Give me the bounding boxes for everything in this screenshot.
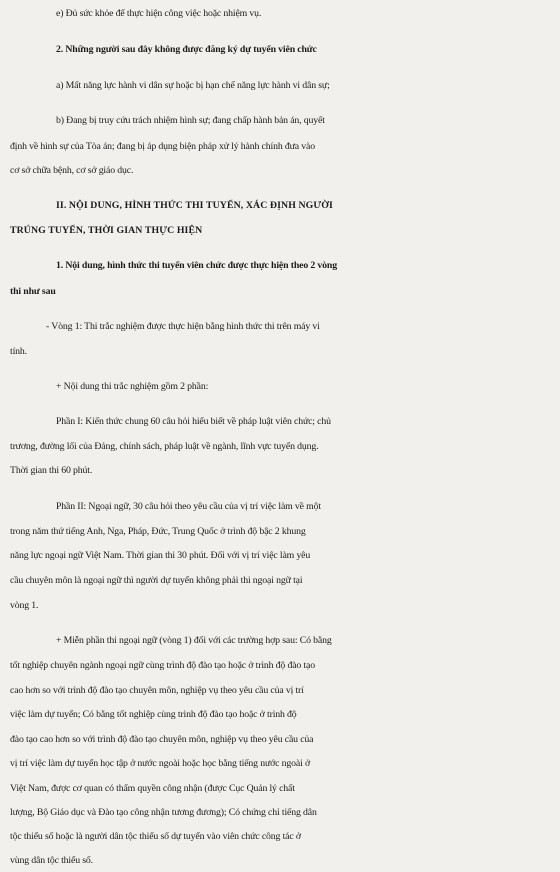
text-line: cơ sở chữa bệnh, cơ sở giáo dục.: [10, 165, 134, 176]
text-line: Phần II: Ngoại ngữ, 30 câu hỏi theo yêu cầu của vị trí việc làm về một: [56, 501, 321, 512]
text-line: vị trí việc làm dự tuyển học tập ở nước ngoài hoặc học bằng tiếng nước ngoài ở: [10, 758, 310, 769]
text-line: Thời gian thi 60 phút.: [10, 465, 93, 476]
text-line: định về hình sự của Tòa án; đang bị áp dụng biện pháp xử lý hành chính đưa vào: [10, 141, 315, 152]
text-line: trong năm thứ tiếng Anh, Nga, Pháp, Đức, Trung Quốc ở trình độ bậc 2 khung: [10, 526, 306, 537]
text-line: + Nội dung thi trắc nghiệm gồm 2 phần:: [56, 381, 209, 392]
text-line: + Miễn phần thi ngoại ngữ (vòng 1) đối với các trường hợp sau: Có bằng: [56, 635, 332, 646]
text-line: việc làm dự tuyển; Có bằng tốt nghiệp cùng trình độ đào tạo hoặc ở trình độ: [10, 709, 297, 720]
text-line: b) Đang bị truy cứu trách nhiệm hình sự; đang chấp hành bản án, quyết: [56, 115, 325, 126]
text-line: năng lực ngoại ngữ Việt Nam. Thời gian thi 30 phút. Đối với vị trí việc làm yêu: [10, 550, 311, 561]
text-line: Phần I: Kiến thức chung 60 câu hỏi hiểu biết về pháp luật viên chức; chủ: [56, 416, 331, 427]
text-line: cầu chuyên môn là ngoại ngữ thì người dự tuyển không phải thi ngoại ngữ tại: [10, 575, 303, 586]
section-heading: 2. Những người sau đây không được đăng ký dự tuyển viên chức: [56, 44, 317, 55]
text-line: - Vòng 1: Thi trắc nghiệm được thực hiện bằng hình thức thi trên máy vi: [46, 321, 320, 332]
section-heading: 1. Nội dung, hình thức thi tuyển viên chức được thực hiện theo 2 vòng: [56, 260, 337, 271]
text-line: vùng dân tộc thiểu số.: [10, 855, 93, 866]
text-line: trương, đường lối của Đảng, chính sách, pháp luật về ngành, lĩnh vực tuyển dụng.: [10, 441, 319, 452]
section-title: II. NỘI DUNG, HÌNH THỨC THI TUYỂN, XÁC ĐỊNH NGƯỜI: [56, 200, 333, 211]
text-line: tộc thiểu số hoặc là người dân tộc thiểu số dự tuyển vào viên chức công tác ở: [10, 831, 301, 842]
section-title: TRÚNG TUYỂN, THỜI GIAN THỰC HIỆN: [10, 225, 203, 236]
text-line: vòng 1.: [10, 600, 39, 611]
text-line: a) Mất năng lực hành vi dân sự hoặc bị hạn chế năng lực hành vi dân sự;: [56, 80, 330, 91]
text-line: tốt nghiệp chuyên ngành ngoại ngữ cùng trình độ đào tạo hoặc ở trình độ đào tạo: [10, 660, 315, 671]
text-line: đào tạo cao hơn so với trình độ đào tạo chuyên môn, nghiệp vụ theo yêu cầu của: [10, 734, 314, 745]
text-line: tính.: [10, 346, 27, 357]
text-line: lượng, Bộ Giáo dục và Đào tạo công nhận tương đương); Có chứng chỉ tiếng dân: [10, 807, 317, 818]
text-line: cao hơn so với trình độ đào tạo chuyên môn, nghiệp vụ theo yêu cầu của vị trí: [10, 685, 304, 696]
text-line: e) Đủ sức khỏe để thực hiện công việc hoặc nhiệm vụ.: [56, 8, 262, 19]
text-line: Việt Nam, được cơ quan có thẩm quyền công nhận (được Cục Quản lý chất: [10, 783, 295, 794]
section-heading: thi như sau: [10, 286, 56, 297]
